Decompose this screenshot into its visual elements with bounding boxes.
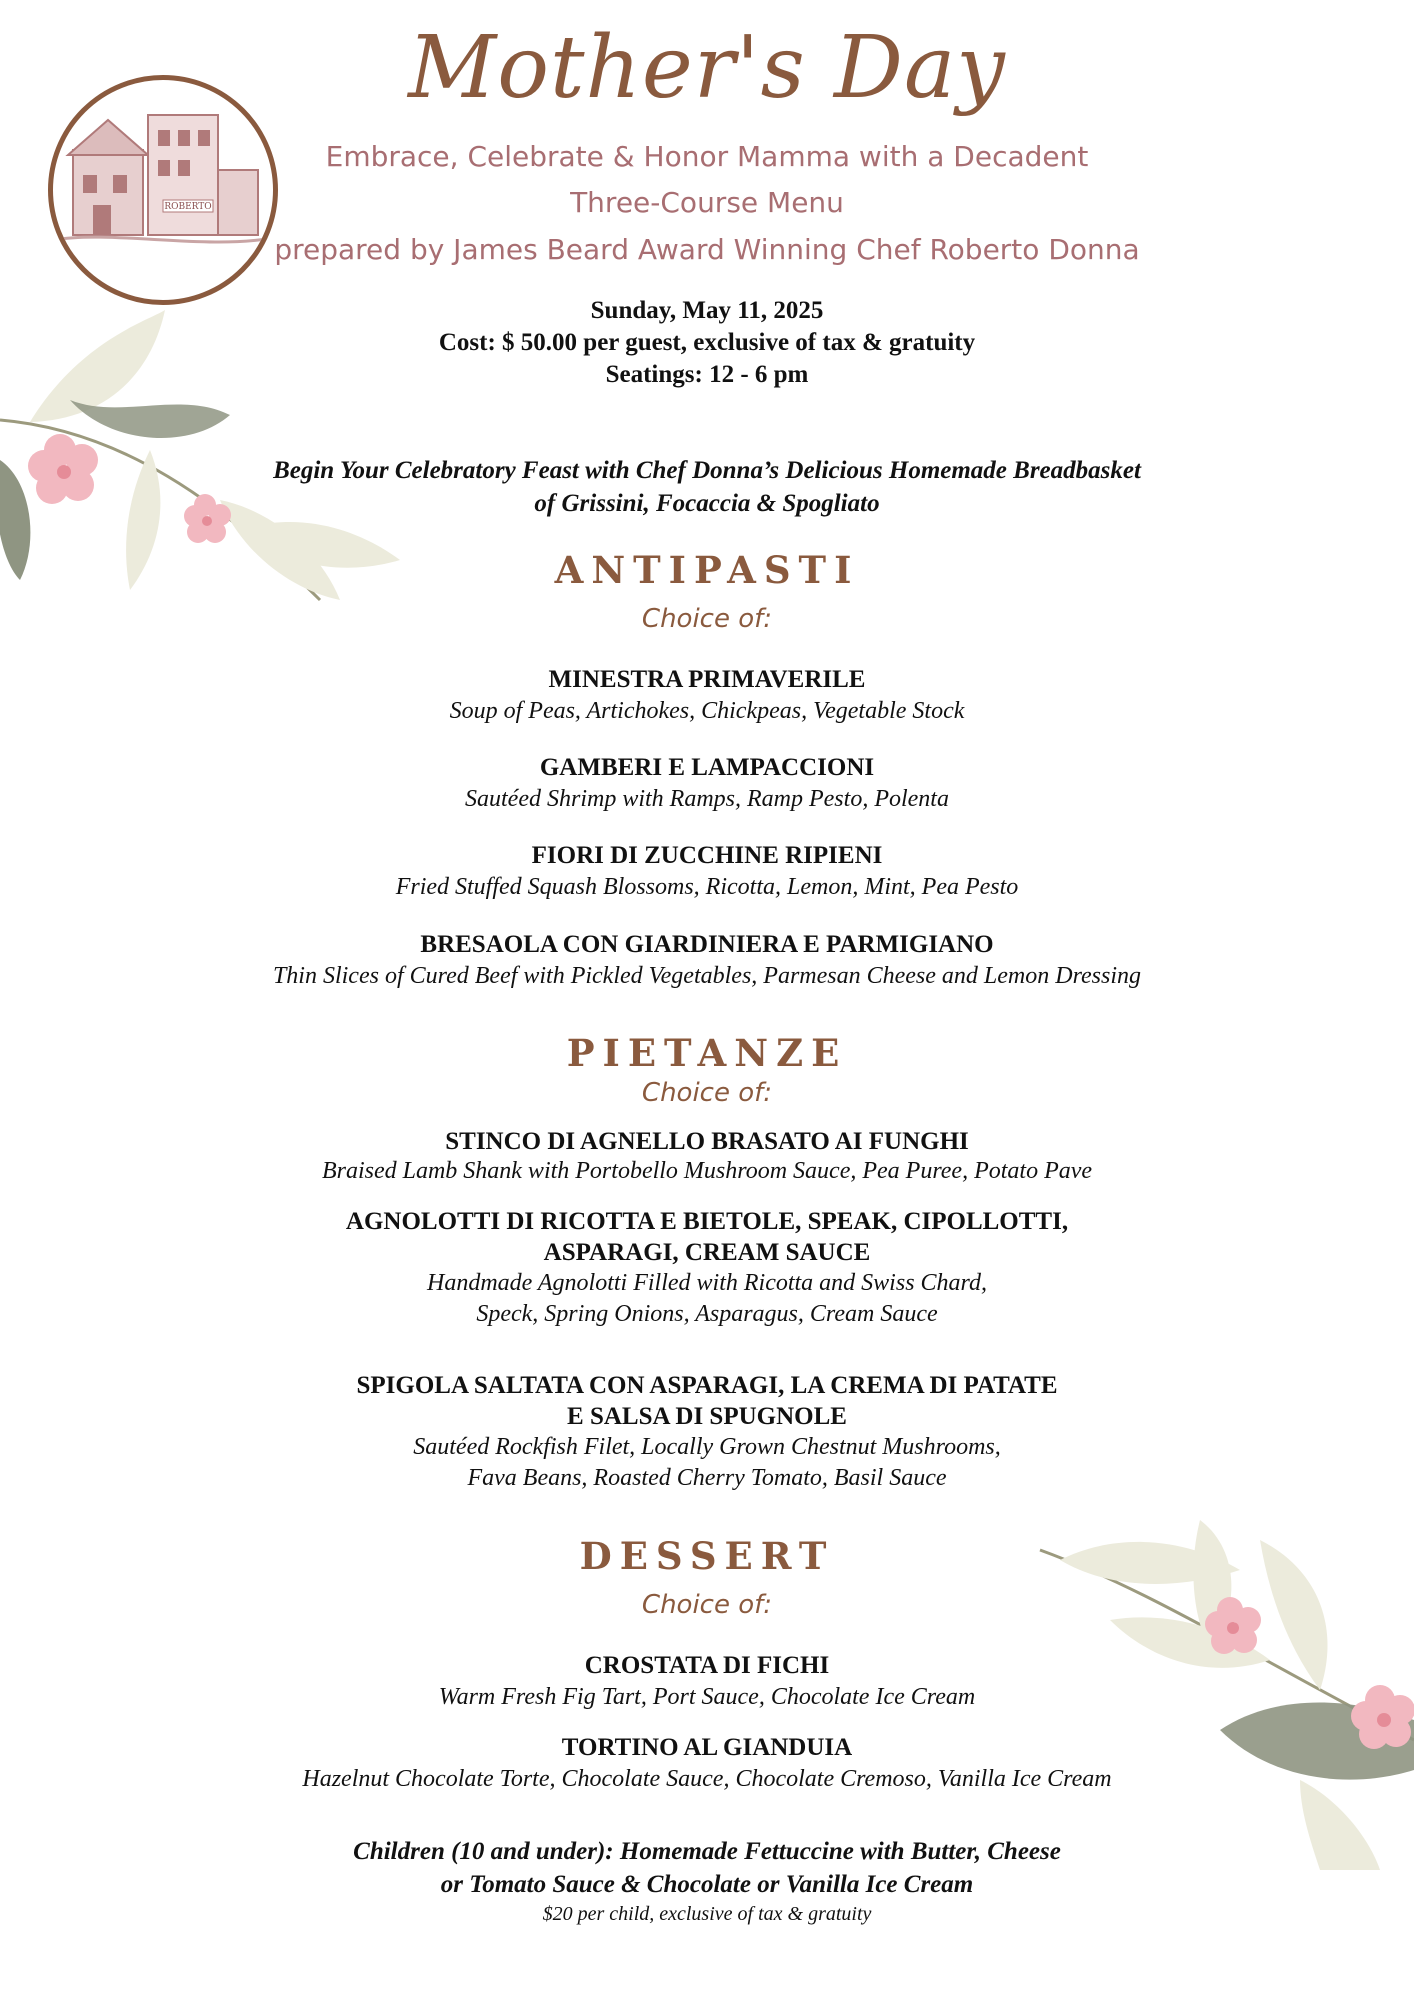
pietanze-item-name-line-2: ASPARAGI, CREAM SAUCE (543, 1239, 871, 1266)
pietanze-choice-label: Choice of: (641, 1078, 773, 1108)
pietanze-item-name: STINCO DI AGNELLO BRASATO AI FUNGHI (445, 1128, 969, 1155)
tagline-line-1: Embrace, Celebrate & Honor Mamma with a Decadent (325, 140, 1089, 173)
dessert-item-desc: Hazelnut Chocolate Torte, Chocolate Sauce, Chocolate Cremoso, Vanilla Ice Cream (302, 1766, 1112, 1792)
pietanze-item-name-line-1: SPIGOLA SALTATA CON ASPARAGI, LA CREMA DI PATATE (356, 1372, 1058, 1399)
section-heading-dessert: DESSERT (579, 1534, 835, 1578)
section-heading-pietanze: PIETANZE (566, 1031, 848, 1075)
dessert-item-name: TORTINO AL GIANDUIA (561, 1734, 853, 1761)
pietanze-item-name-line-2: E SALSA DI SPUGNOLE (567, 1403, 847, 1430)
antipasti-item-name: GAMBERI E LAMPACCIONI (539, 754, 875, 781)
pietanze-item-desc-line-2: Speck, Spring Onions, Asparagus, Cream Sauce (476, 1301, 938, 1327)
pietanze-item-desc-line-1: Sautéed Rockfish Filet, Locally Grown Chestnut Mushrooms, (413, 1434, 1001, 1460)
intro-line-2: of Grissini, Focaccia & Spogliato (534, 490, 880, 517)
dessert-item-name: CROSTATA DI FICHI (584, 1652, 830, 1679)
pietanze-item-desc-line-2: Fava Beans, Roasted Cherry Tomato, Basil Sauce (467, 1465, 947, 1491)
antipasti-item-name: BRESAOLA CON GIARDINIERA E PARMIGIANO (420, 931, 994, 958)
section-heading-antipasti: ANTIPASTI (554, 548, 860, 592)
antipasti-item-name: MINESTRA PRIMAVERILE (548, 666, 866, 693)
antipasti-item-name: FIORI DI ZUCCHINE RIPIENI (531, 842, 883, 869)
intro-line-1: Begin Your Celebratory Feast with Chef Donna’s Delicious Homemade Breadbasket (273, 457, 1141, 484)
tagline-line-3: prepared by James Beard Award Winning Chef Roberto Donna (274, 233, 1140, 266)
logo-sign-text: ROBERTO (164, 202, 212, 212)
event-seatings: Seatings: 12 - 6 pm (605, 361, 809, 388)
pietanze-item-desc-line-1: Handmade Agnolotti Filled with Ricotta and Swiss Chard, (426, 1270, 987, 1296)
page-title: Mother's Day (408, 18, 1006, 118)
dessert-item-desc: Warm Fresh Fig Tart, Port Sauce, Chocolate Ice Cream (438, 1684, 976, 1710)
antipasti-item-desc: Soup of Peas, Artichokes, Chickpeas, Vegetable Stock (449, 698, 965, 724)
tagline-line-2: Three-Course Menu (570, 186, 844, 219)
pietanze-item-desc: Braised Lamb Shank with Portobello Mushroom Sauce, Pea Puree, Potato Pave (321, 1158, 1093, 1184)
event-cost: Cost: $ 50.00 per guest, exclusive of tax & gratuity (438, 329, 976, 356)
antipasti-choice-label: Choice of: (641, 604, 773, 634)
pietanze-item-name-line-1: AGNOLOTTI DI RICOTTA E BIETOLE, SPEAK, CIPOLLOTTI, (345, 1208, 1069, 1235)
antipasti-item-desc: Sautéed Shrimp with Ramps, Ramp Pesto, Polenta (465, 786, 949, 812)
antipasti-item-desc: Fried Stuffed Squash Blossoms, Ricotta, Lemon, Mint, Pea Pesto (395, 874, 1019, 900)
children-menu-line-1: Children (10 and under): Homemade Fettuccine with Butter, Cheese (353, 1838, 1061, 1865)
event-date: Sunday, May 11, 2025 (590, 297, 824, 324)
dessert-choice-label: Choice of: (641, 1590, 773, 1620)
children-menu-line-2: or Tomato Sauce & Chocolate or Vanilla Ice Cream (440, 1871, 974, 1898)
children-menu-price: $20 per child, exclusive of tax & gratuity (542, 1903, 872, 1925)
antipasti-item-desc: Thin Slices of Cured Beef with Pickled Vegetables, Parmesan Cheese and Lemon Dressing (272, 963, 1142, 989)
